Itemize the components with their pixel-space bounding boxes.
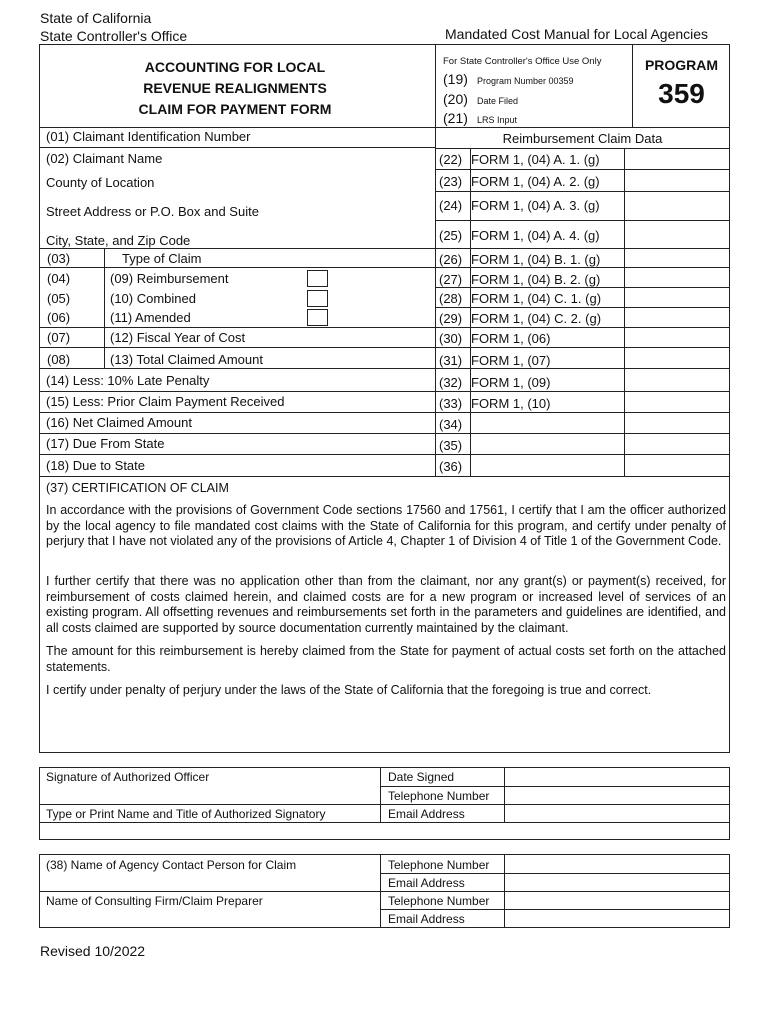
row-30-number: (30)	[439, 331, 463, 346]
reimbursement-label: (09) Reimbursement	[110, 271, 229, 286]
field-19-label: Program Number 00359	[477, 76, 574, 86]
row-03-number: (03)	[47, 251, 71, 266]
row-26-label: FORM 1, (04) B. 1. (g)	[471, 252, 601, 267]
firm-telephone-field[interactable]	[505, 892, 729, 909]
row-33-label: FORM 1, (10)	[471, 396, 551, 411]
certification-heading: (37) CERTIFICATION OF CLAIM	[46, 481, 229, 495]
contact-email-label: Email Address	[388, 876, 465, 890]
amended-label: (11) Amended	[110, 310, 191, 325]
certification-paragraph-1: In accordance with the provisions of Government Code sections 17560 and 17561, I certify that I am the officer authorized by the local agency to file mandated cost claims with the State of California for this program, and certify under penalty of perjury that I have not violated any of the provisions of Article 4, Chapter 1 of Division 4 of Title 1 of the Government Code.	[46, 503, 726, 548]
row-32-label: FORM 1, (09)	[471, 375, 551, 390]
row-24-number: (24)	[439, 198, 463, 213]
firm-telephone-label: Telephone Number	[388, 894, 490, 908]
date-signed-label: Date Signed	[388, 770, 455, 784]
row-26-number: (26)	[439, 252, 463, 267]
certification-paragraph-4: I certify under penalty of perjury under the laws of the State of California that the foregoing is true and correct.	[46, 683, 652, 697]
row-31-number: (31)	[439, 353, 463, 368]
row-24-label: FORM 1, (04) A. 3. (g)	[471, 198, 600, 213]
row-29-label: FORM 1, (04) C. 2. (g)	[471, 311, 602, 326]
firm-email-field[interactable]	[505, 910, 729, 927]
row-07-number: (07)	[47, 330, 71, 345]
row-33-number: (33)	[439, 396, 463, 411]
due-to-state-label: (18) Due to State	[46, 458, 145, 473]
reimbursement-claim-data-header: Reimbursement Claim Data	[502, 131, 663, 146]
contact-email-field[interactable]	[505, 874, 729, 891]
field-20-label: Date Filed	[477, 96, 519, 106]
form-title-line2: REVENUE REALIGNMENTS	[143, 80, 327, 96]
sco-use-label: For State Controller's Office Use Only	[443, 56, 602, 67]
claimant-id-label: (01) Claimant Identification Number	[46, 129, 251, 144]
certification-paragraph-3: The amount for this reimbursement is hereby claimed from the State for payment of actual costs set forth on the attached statements.	[46, 644, 726, 674]
field-19-number: (19)	[443, 71, 468, 87]
program-label: PROGRAM	[644, 57, 719, 73]
fiscal-year-label: (12) Fiscal Year of Cost	[110, 330, 246, 345]
consulting-firm-label: Name of Consulting Firm/Claim Preparer	[46, 894, 263, 908]
agency-contact-label: (38) Name of Agency Contact Person for Claim	[46, 858, 297, 872]
type-of-claim-label: Type of Claim	[122, 251, 202, 266]
row-06-number: (06)	[47, 310, 71, 325]
row-28-label: FORM 1, (04) C. 1. (g)	[471, 291, 602, 306]
manual-title: Mandated Cost Manual for Local Agencies	[445, 26, 709, 42]
row-34-number: (34)	[439, 417, 463, 432]
row-31-label: FORM 1, (07)	[471, 353, 551, 368]
signer-telephone-field[interactable]	[505, 787, 729, 804]
row-32-number: (32)	[439, 375, 463, 390]
contact-telephone-label: Telephone Number	[388, 858, 490, 872]
certification-paragraph-2: I further certify that there was no application other than from the claimant, nor any grant(s) or payment(s) received, for reimbursement of costs claimed herein, and claimed costs are for a new program or increased level of services of an existing program. All offsetting revenues and reimbursements set forth in the parameters and guidelines are identified, and all costs claimed are supported by source documentation currently maintained by the claimant.	[46, 574, 726, 635]
reimbursement-checkbox[interactable]	[307, 270, 328, 287]
row-05-number: (05)	[47, 291, 71, 306]
signer-telephone-label: Telephone Number	[388, 789, 490, 803]
row-27-number: (27)	[439, 272, 463, 287]
form-title-line3: CLAIM FOR PAYMENT FORM	[138, 101, 332, 117]
city-state-zip-label: City, State, and Zip Code	[46, 233, 191, 248]
program-number: 359	[658, 78, 705, 109]
row-36-number: (36)	[439, 459, 463, 474]
field-21-label: LRS Input	[477, 115, 518, 125]
form-title-line1: ACCOUNTING FOR LOCAL	[144, 59, 326, 75]
date-signed-field[interactable]	[505, 768, 729, 786]
row-28-number: (28)	[439, 291, 463, 306]
print-name-label: Type or Print Name and Title of Authorized Signatory	[46, 807, 326, 821]
row-35-number: (35)	[439, 438, 463, 453]
row-23-number: (23)	[439, 174, 463, 189]
row-22-number: (22)	[439, 152, 463, 167]
row-29-number: (29)	[439, 311, 463, 326]
claimant-name-label: (02) Claimant Name	[46, 151, 163, 166]
net-claimed-label: (16) Net Claimed Amount	[46, 415, 192, 430]
print-name-field[interactable]	[40, 823, 729, 839]
county-label: County of Location	[46, 175, 155, 190]
signer-email-field[interactable]	[505, 805, 729, 822]
prior-payment-label: (15) Less: Prior Claim Payment Received	[46, 394, 285, 409]
firm-email-label: Email Address	[388, 912, 465, 926]
signer-email-label: Email Address	[388, 807, 465, 821]
contact-telephone-field[interactable]	[505, 855, 729, 873]
total-claimed-label: (13) Total Claimed Amount	[110, 352, 263, 367]
combined-checkbox[interactable]	[307, 290, 328, 307]
revised-date: Revised 10/2022	[40, 943, 146, 959]
row-08-number: (08)	[47, 352, 71, 367]
amended-checkbox[interactable]	[307, 309, 328, 326]
row-04-number: (04)	[47, 271, 71, 286]
field-20-number: (20)	[443, 91, 468, 107]
field-21-number: (21)	[443, 110, 468, 126]
street-address-label: Street Address or P.O. Box and Suite	[46, 204, 259, 219]
late-penalty-label: (14) Less: 10% Late Penalty	[46, 373, 210, 388]
row-25-label: FORM 1, (04) A. 4. (g)	[471, 228, 600, 243]
row-25-number: (25)	[439, 228, 463, 243]
combined-label: (10) Combined	[110, 291, 196, 306]
officer-signature-label: Signature of Authorized Officer	[46, 770, 210, 784]
state-label: State of California	[40, 10, 152, 26]
row-30-label: FORM 1, (06)	[471, 331, 551, 346]
row-22-label: FORM 1, (04) A. 1. (g)	[471, 152, 600, 167]
office-label: State Controller's Office	[40, 28, 188, 44]
row-23-label: FORM 1, (04) A. 2. (g)	[471, 174, 600, 189]
row-27-label: FORM 1, (04) B. 2. (g)	[471, 272, 601, 287]
due-from-state-label: (17) Due From State	[46, 436, 165, 451]
